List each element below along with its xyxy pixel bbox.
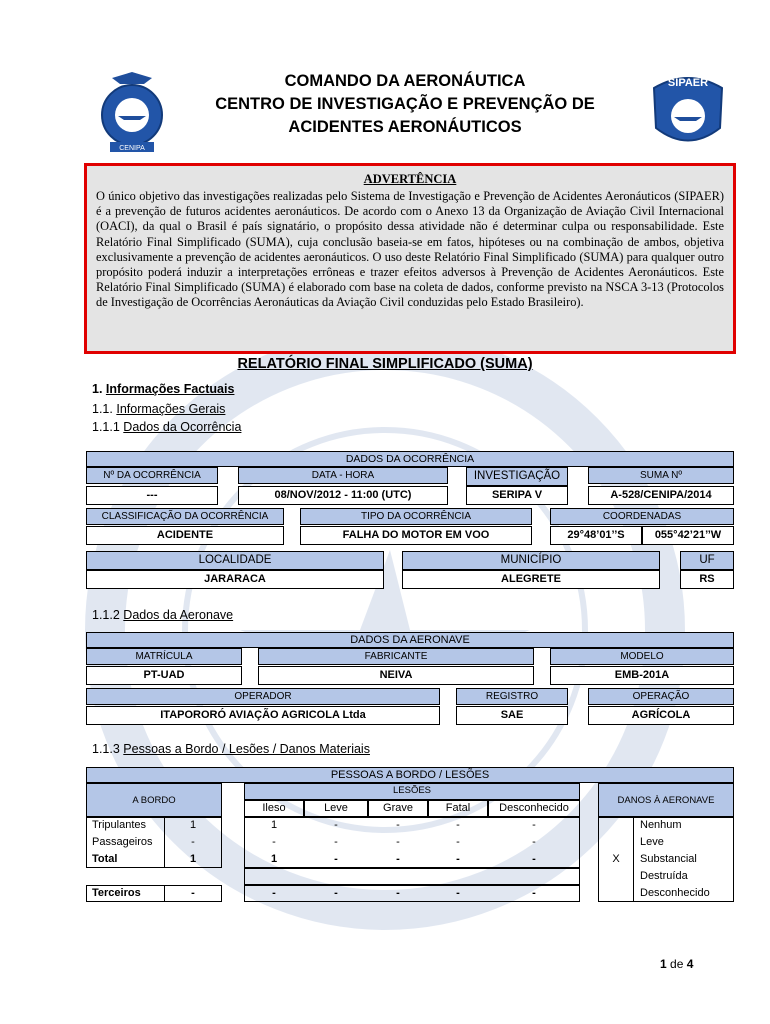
modelo-label: MODELO bbox=[550, 648, 734, 665]
registro-value: SAE bbox=[456, 706, 568, 725]
localidade-value: JARARACA bbox=[86, 570, 384, 589]
row-terceiros-name: Terceiros bbox=[92, 887, 141, 899]
row-terceiros-ileso: - bbox=[272, 887, 276, 899]
suma-value: A-528/CENIPA/2014 bbox=[588, 486, 734, 505]
localidade-label: LOCALIDADE bbox=[86, 551, 384, 570]
header-title-line-2: CENTRO DE INVESTIGAÇÃO E PREVENÇÃO DE bbox=[215, 95, 595, 113]
matricula-value: PT-UAD bbox=[86, 666, 242, 685]
data-hora-value: 08/NOV/2012 - 11:00 (UTC) bbox=[238, 486, 448, 505]
coordenadas-lat: 29°48’01’’S bbox=[550, 526, 642, 545]
cenipa-logo bbox=[92, 70, 172, 155]
report-title: RELATÓRIO FINAL SIMPLIFICADO (SUMA) bbox=[237, 356, 533, 372]
col-desconhecido: Desconhecido bbox=[499, 802, 569, 814]
operador-value: ITAPORORÓ AVIAÇÃO AGRICOLA Ltda bbox=[86, 706, 440, 725]
row-tripulantes-name: Tripulantes bbox=[92, 819, 147, 831]
row-tripulantes-ileso: 1 bbox=[270, 819, 278, 831]
warning-box bbox=[84, 163, 736, 354]
fabricante-value: NEIVA bbox=[258, 666, 534, 685]
row-passageiros-name: Passageiros bbox=[92, 836, 153, 848]
section-1-1-3: 1.1.3 Pessoas a Bordo / Lesões / Danos Materiais bbox=[92, 742, 370, 756]
matricula-label: MATRÍCULA bbox=[86, 648, 242, 665]
lesoes-blank-row bbox=[244, 868, 580, 885]
section-1-1: 1.1. Informações Gerais bbox=[92, 402, 226, 416]
num-ocorrencia-value: --- bbox=[86, 486, 218, 505]
pessoas-band: PESSOAS A BORDO / LESÕES bbox=[86, 767, 734, 783]
row-terceiros-bordo: - bbox=[191, 887, 195, 899]
row-total-ileso: 1 bbox=[270, 853, 278, 865]
row-total-desconhecido: - bbox=[532, 853, 536, 865]
row-tripulantes-desconhecido: - bbox=[532, 819, 536, 831]
header-title bbox=[180, 70, 630, 139]
registro-label: REGISTRO bbox=[456, 688, 568, 705]
uf-value: RS bbox=[680, 570, 734, 589]
section-1-1-1: 1.1.1 Dados da Ocorrência bbox=[92, 420, 242, 434]
warning-title: ADVERTÊNCIA bbox=[363, 172, 457, 186]
sipaer-logo-text: SIPAER bbox=[667, 77, 709, 89]
dano-nenhum-label: Nenhum bbox=[640, 819, 682, 831]
tipo-ocorrencia-label: TIPO DA OCORRÊNCIA bbox=[300, 508, 532, 525]
investigacao-label: INVESTIGAÇÃO bbox=[466, 467, 568, 486]
dano-destruida-label: Destruída bbox=[640, 870, 688, 882]
coordenadas-label: COORDENADAS bbox=[550, 508, 734, 525]
col-ileso: Ileso bbox=[262, 802, 286, 814]
ocorrencia-band: DADOS DA OCORRÊNCIA bbox=[86, 451, 734, 467]
row-total-bordo: 1 bbox=[189, 853, 197, 865]
suma-label: SUMA Nº bbox=[588, 467, 734, 484]
cenipa-logo-text: CENIPA bbox=[119, 145, 145, 152]
dano-substancial-mark: X bbox=[612, 853, 620, 865]
a-bordo-label: A BORDO bbox=[132, 795, 176, 806]
row-passageiros-leve: - bbox=[334, 836, 338, 848]
row-terceiros-desconhecido: - bbox=[532, 887, 536, 899]
operador-label: OPERADOR bbox=[86, 688, 440, 705]
municipio-label: MUNICÍPIO bbox=[402, 551, 660, 570]
header-title-line-3: ACIDENTES AERONÁUTICOS bbox=[288, 118, 522, 136]
danos-label: DANOS À AERONAVE bbox=[617, 795, 715, 806]
row-terceiros-fatal: - bbox=[456, 887, 460, 899]
uf-label: UF bbox=[680, 551, 734, 570]
col-leve: Leve bbox=[324, 802, 348, 814]
row-tripulantes-leve: - bbox=[334, 819, 338, 831]
row-passageiros-bordo: - bbox=[191, 836, 195, 848]
header-title-line-1: COMANDO DA AERONÁUTICA bbox=[284, 72, 526, 90]
operacao-value: AGRÍCOLA bbox=[588, 706, 734, 725]
operacao-label: OPERAÇÃO bbox=[588, 688, 734, 705]
num-ocorrencia-label: Nº DA OCORRÊNCIA bbox=[86, 467, 218, 484]
row-total-leve: - bbox=[334, 853, 338, 865]
row-passageiros-fatal: - bbox=[456, 836, 460, 848]
dano-leve-label: Leve bbox=[640, 836, 664, 848]
modelo-value: EMB-201A bbox=[550, 666, 734, 685]
section-1: 1. Informações Factuais bbox=[92, 382, 235, 396]
row-total-name: Total bbox=[92, 853, 118, 865]
row-passageiros-desconhecido: - bbox=[532, 836, 536, 848]
warning-text: O único objetivo das investigações realizadas pelo Sistema de Investigação e Prevenção de Acidentes Aeronáuticos (SIPAER) é a prevenção de futuros acidentes aeronáuticos. De acordo com o Anexo 13 da Organização de Aviação Civil Internacional (OACI), da qual o Brasil é país signatário, o propósito dessa atividade não é determinar culpa ou responsabilidade. Este Relatório Final Simplificado (SUMA), cuja conclusão baseia-se em fatos, hipóteses ou na combinação de ambos, objetiva exclusivamente a prevenção de acidentes aeronáuticos. O uso deste Relatório Final Simplificado (SUMA) para qualquer outro propósito poderá induzir a interpretações errôneas e trazer efeitos adversos à Prevenção de Acidentes Aeronáuticos. Este Relatório Final Simplificado (SUMA) é elaborado com base na coleta de dados, conforme previsto na NSCA 3-13 (Protocolos de Investigação de Ocorrências Aeronáuticas da Aviação Civil conduzidas pelo Estado Brasileiro). bbox=[96, 189, 724, 310]
col-grave: Grave bbox=[383, 802, 413, 814]
row-terceiros-leve: - bbox=[334, 887, 338, 899]
page-number: 1 de 4 bbox=[660, 957, 694, 971]
dano-substancial-label: Substancial bbox=[640, 853, 697, 865]
sipaer-logo bbox=[648, 68, 728, 153]
row-tripulantes-bordo: 1 bbox=[189, 819, 197, 831]
dano-desconhecido-label: Desconhecido bbox=[640, 887, 710, 899]
classificacao-value: ACIDENTE bbox=[86, 526, 284, 545]
tipo-ocorrencia-value: FALHA DO MOTOR EM VOO bbox=[300, 526, 532, 545]
fabricante-label: FABRICANTE bbox=[258, 648, 534, 665]
row-tripulantes-fatal: - bbox=[456, 819, 460, 831]
aeronave-band: DADOS DA AERONAVE bbox=[86, 632, 734, 648]
data-hora-label: DATA - HORA bbox=[238, 467, 448, 484]
row-total-fatal: - bbox=[456, 853, 460, 865]
col-fatal: Fatal bbox=[445, 802, 471, 814]
lesoes-label: LESÕES bbox=[392, 785, 432, 796]
row-tripulantes-grave: - bbox=[396, 819, 400, 831]
row-passageiros-ileso: - bbox=[272, 836, 276, 848]
row-terceiros-grave: - bbox=[396, 887, 400, 899]
municipio-value: ALEGRETE bbox=[402, 570, 660, 589]
section-1-1-2: 1.1.2 Dados da Aeronave bbox=[92, 608, 234, 622]
row-total-grave: - bbox=[396, 853, 400, 865]
coordenadas-lon: 055°42’21’’W bbox=[642, 526, 734, 545]
investigacao-value: SERIPA V bbox=[466, 486, 568, 505]
row-passageiros-grave: - bbox=[396, 836, 400, 848]
classificacao-label: CLASSIFICAÇÃO DA OCORRÊNCIA bbox=[86, 508, 284, 525]
